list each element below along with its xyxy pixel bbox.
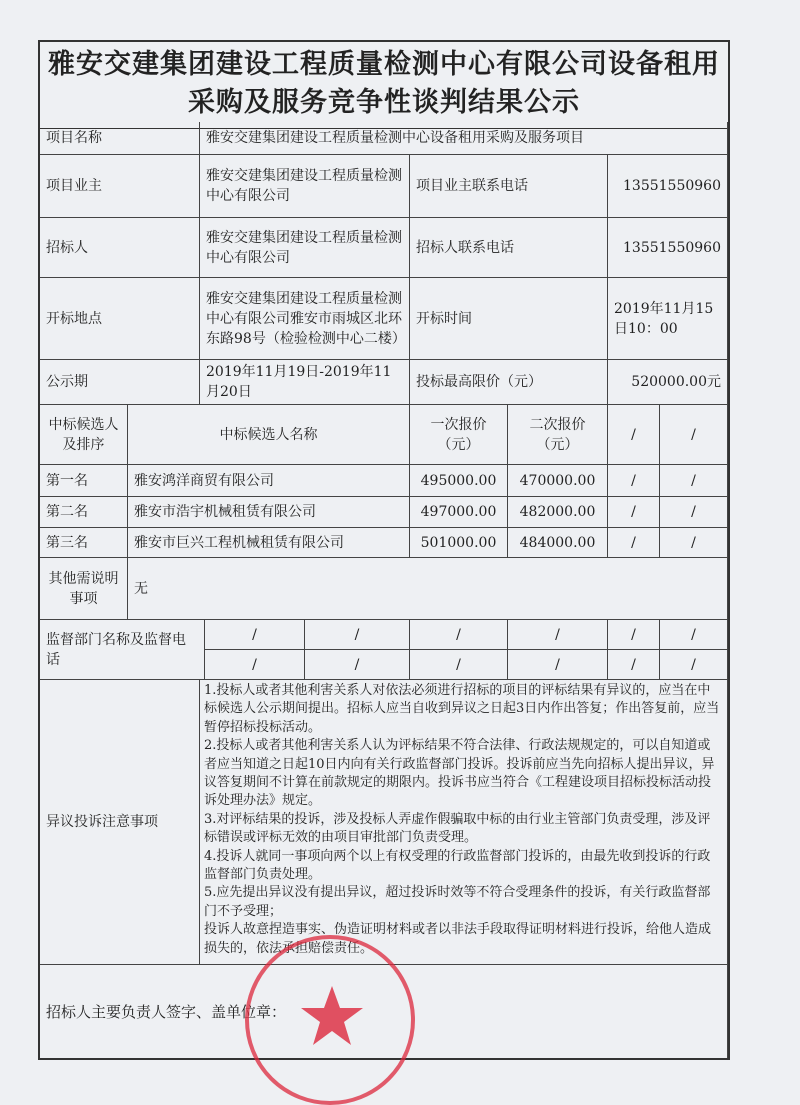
candidate-c5: / (608, 528, 660, 558)
candidate-c6: / (660, 528, 728, 558)
other-matters-label: 其他需说明事项 (40, 558, 128, 620)
candidate-name: 雅安市巨兴工程机械租赁有限公司 (128, 528, 410, 558)
owner-phone-label: 项目业主联系电话 (410, 155, 608, 218)
supervision-label: 监督部门名称及监督电话 (40, 620, 205, 680)
other-matters-value: 无 (128, 558, 728, 620)
candidate-rank: 第二名 (40, 497, 128, 528)
note-item: 3.对评标结果的投诉，涉及投标人弄虚作假骗取中标的由行业主管部门负责受理，涉及评标错误或评标无效的由项目审批部门负责受理。 (204, 811, 711, 846)
supervision-cell: / (608, 650, 660, 680)
note-item: 4.投诉人就同一事项向两个以上有权受理的行政监督部门投诉的，由最先收到投诉的行政监督部门负责处理。 (204, 848, 711, 883)
supervision-cell: / (410, 620, 508, 650)
candidate-c6: / (660, 465, 728, 497)
candidate-header: 中标候选人及排序 (40, 405, 128, 465)
candidate-c6: / (660, 497, 728, 528)
period-value: 2019年11月19日-2019年11月20日 (200, 360, 410, 405)
candidate-header: 一次报价（元） (410, 405, 508, 465)
candidate-rank: 第三名 (40, 528, 128, 558)
supervision-cell: / (305, 620, 410, 650)
note-item: 投诉人故意捏造事实、伪造证明材料或者以非法手段取得证明材料进行投诉，给他人造成损失的，依法承担赔偿责任。 (204, 922, 712, 956)
project-name-label: 项目名称 (40, 122, 200, 155)
period-label: 公示期 (40, 360, 200, 405)
candidate-bid2: 482000.00 (508, 497, 608, 528)
tenderer-value: 雅安交建集团建设工程质量检测中心有限公司 (200, 218, 410, 278)
candidate-rank: 第一名 (40, 465, 128, 497)
tenderer-phone: 13551550960 (608, 218, 728, 278)
location-time-label: 开标时间 (410, 278, 608, 360)
supervision-cell: / (410, 650, 508, 680)
candidate-c5: / (608, 465, 660, 497)
supervision-cell: / (205, 650, 305, 680)
document-title: 雅安交建集团建设工程质量检测中心有限公司设备租用采购及服务竞争性谈判结果公示 (40, 42, 728, 129)
project-name-value: 雅安交建集团建设工程质量检测中心设备租用采购及服务项目 (200, 122, 728, 155)
owner-value: 雅安交建集团建设工程质量检测中心有限公司 (200, 155, 410, 218)
supervision-cell: / (508, 620, 608, 650)
tenderer-label: 招标人 (40, 218, 200, 278)
signature-label: 招标人主要负责人签字、盖单位章： (40, 965, 728, 1058)
location-time: 2019年11月15日10：00 (608, 278, 728, 360)
period-max-label: 投标最高限价（元） (410, 360, 608, 405)
notes-content (200, 680, 728, 965)
supervision-cell: / (660, 620, 728, 650)
candidate-bid1: 501000.00 (410, 528, 508, 558)
candidate-header: 二次报价（元） (508, 405, 608, 465)
period-max: 520000.00元 (608, 360, 728, 405)
supervision-cell: / (305, 650, 410, 680)
owner-label: 项目业主 (40, 155, 200, 218)
tenderer-phone-label: 招标人联系电话 (410, 218, 608, 278)
candidate-bid1: 497000.00 (410, 497, 508, 528)
note-item: 5.应先提出异议没有提出异议，超过投诉时效等不符合受理条件的投诉，有关行政监督部门不予受理； (204, 885, 711, 919)
note-item: 1.投标人或者其他利害关系人对依法必须进行招标的项目的评标结果有异议的，应当在中标候选人公示期间提出。招标人应当自收到异议之日起3日内作出答复；作出答复前，应当暂停招标投标活动。 (204, 683, 720, 735)
candidate-name: 雅安市浩宇机械租赁有限公司 (128, 497, 410, 528)
candidate-bid2: 484000.00 (508, 528, 608, 558)
candidate-c5: / (608, 497, 660, 528)
supervision-cell: / (508, 650, 608, 680)
candidate-header: 中标候选人名称 (128, 405, 410, 465)
note-item: 2.投标人或者其他利害关系人认为评标结果不符合法律、行政法规规定的，可以自知道或者应当知道之日起10日内向有关行政监督部门投诉。投诉前应当先向招标人提出异议，异议答复期间不计算在前款规定的期限内。投诉书应当符合《工程建设项目招标投标活动投诉处理办法》规定。 (204, 738, 715, 809)
candidate-name: 雅安鸿洋商贸有限公司 (128, 465, 410, 497)
candidate-bid2: 470000.00 (508, 465, 608, 497)
candidate-header: / (660, 405, 728, 465)
candidate-header: / (608, 405, 660, 465)
supervision-cell: / (608, 620, 660, 650)
supervision-cell: / (205, 620, 305, 650)
owner-phone: 13551550960 (608, 155, 728, 218)
supervision-cell: / (660, 650, 728, 680)
notes-label: 异议投诉注意事项 (40, 680, 200, 965)
location-label: 开标地点 (40, 278, 200, 360)
candidate-bid1: 495000.00 (410, 465, 508, 497)
location-value: 雅安交建集团建设工程质量检测中心有限公司雅安市雨城区北环东路98号（检验检测中心二楼） (200, 278, 410, 360)
